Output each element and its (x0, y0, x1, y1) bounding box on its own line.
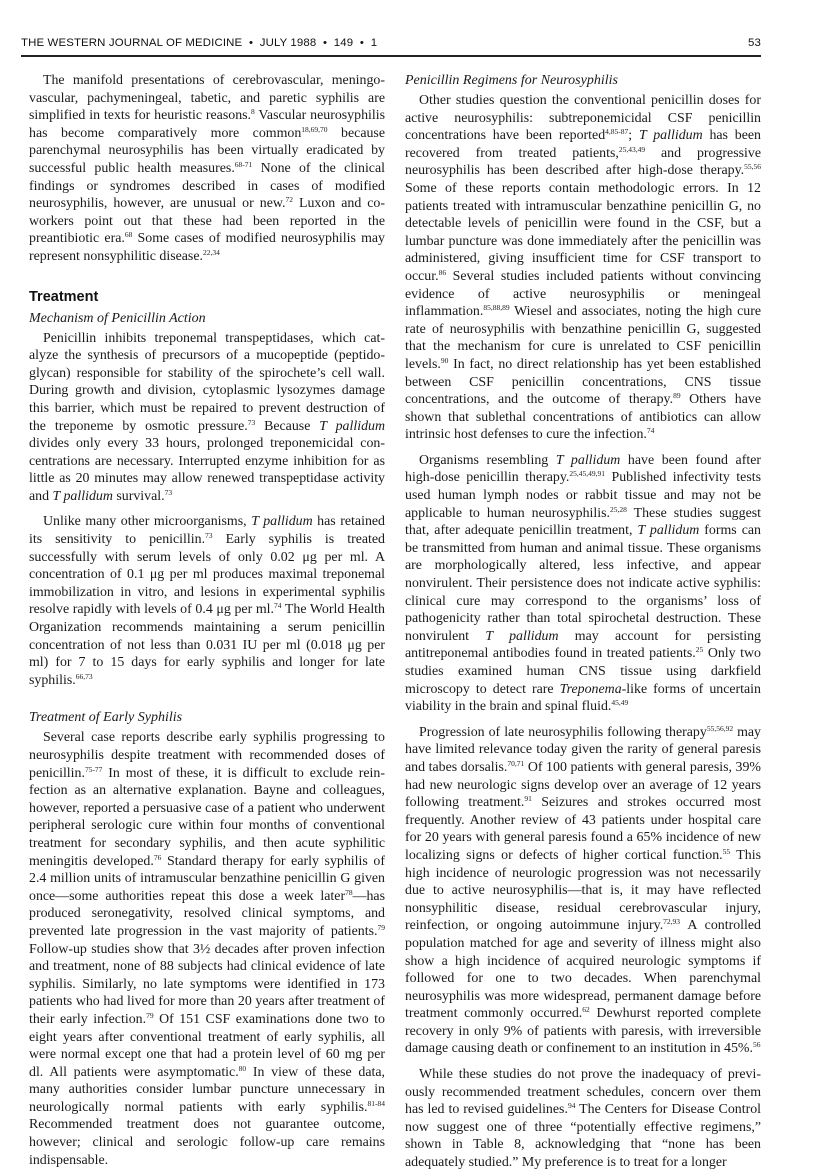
mechanism-paragraph-2: Unlike many other microorganisms, T pallidum has retained its sensitivity to penicillin.$^{73}$ Early syphilis is treated successfully with serum levels of only 0.02 μg per ml. A concentration of 0.1 μg per ml produces maximal treponemal immobilization in vitro, and lesions in experimental syphilis resolve rapidly with levels of 0.4 μg per ml.$^{74}$ The World Health Organization recommends maintaining a serum penicillin concentration of not less than 0.031 IU per ml (0.018 μg per ml) for 7 to 15 days for early syphilis and longer for late syphilis.$^{66,73}$ (29, 514, 385, 688)
regimens-paragraph-1: Other studies question the conventional penicillin doses for active neurosyphilis: subtreponemicidal CSF penicillin concentrations have been reported$^{4,85-87}$; T pallidum has been recovered from treated patients,$^{25,43,49}$ and progressive neurosyphilis has been described after high-dose therapy.$^{55,56}$ Some of these reports contain methodologic errors. In 12 patients treated with intramuscular benzathine penicillin G, no detectable levels of penicillin were found in the CSF, but a lumbar puncture was done immediately after the penicillin was administered, giving insufficient time for CSF transport to occur.$^{86}$ Several studies included patients without convincing evidence of active neurosyphilis or meningeal inflammation.$^{85,88,89}$ Wiesel and associates, noting the high cure rate of neurosyphilis with benzathine penicillin G, suggested that the mechanism for cure is unrelated to CSF penicillin levels.$^{90}$ In fact, no direct relationship has yet been established between CSF penicillin concentrations, CNS tissue concentrations, and the outcome of therapy.$^{89}$ Others have shown that sublethal concentrations of antibiotics can allow intrinsic host defenses to cure the infection.$^{74}$ (405, 93, 761, 443)
intro-paragraph: The manifold presentations of cerebrovascular, meningovascular, pachymeningeal, tabetic, and paretic syphilis are simplified in texts for heuristic reasons.$^8$ Vascular neurosyphilis has become comparatively more common$^{18,69,70}$ because parenchymal neurosyphilis has been virtually eradicated by successful public health measures.$^{68-71}$ None of the clinical findings or syndromes described in cases of modified neurosyphilis, however, are unusual or new.$^{72}$ Luxon and co-workers point out that these had been reported in the preantibiotic era.$^{68}$ Some cases of modified neurosyphilis may represent nonsyphilitic disease.$^{22,34}$ (29, 73, 386, 264)
header-rule (21, 55, 761, 57)
subsection-heading-mechanism: Mechanism of Penicillin Action (29, 310, 206, 326)
running-head (21, 37, 761, 53)
journal-name: THE WESTERN JOURNAL OF MEDICINE (21, 37, 243, 49)
left-column (29, 72, 385, 1169)
section-heading-treatment: Treatment (29, 288, 99, 305)
volume-number: 149 (333, 37, 354, 49)
early-syphilis-paragraph: Several case reports describe early syphilis progressing to neurosyphilis despite treatment with recommended doses of penicillin.$^{75-77}$ In most of these, it is difficult to exclude reinfection as an alternative explanation. Bayne and colleagues, however, reported a persuasive case of a patient who underwent peripheral serologic cure within four months of conventional treatment for secondary syphilis, and then acute syphilitic meningitis developed.$^{76}$ Standard therapy for early syphilis of 2.4 million units of intramuscular benzathine penicillin G given once—some authorities repeat this dose a week later$^{78}$—has produced seronegativity, resolved clinical symptoms, and prevented late progression in the vast majority of patients.$^{79}$ Follow-up studies show that 3½ decades after proven infection and treatment, none of 88 subjects had clinical evidence of late syphilis. Similarly, no late symptoms were identified in 173 patients who had lived for more than 20 years after treatment of their early infection.$^{79}$ Of 151 CSF examinations done two to eight years after conventional treatment of early syphilis, all were normal except one that had a protein level of 60 mg per dl. All patients were asymptomatic.$^{80}$ In view of these data, many authorities consider lumbar puncture unnecessary in neurologically normal patients with early syphilis.$^{81-84}$ Recommended treatment does not guarantee outcome, however; clinical and serologic follow-up care remains indispensable. (29, 730, 385, 1168)
right-column (405, 72, 761, 1172)
issue-date: JULY 1988 (259, 37, 317, 49)
regimens-paragraph-3: Progression of late neurosyphilis following therapy$^{55,56,92}$ may have limited relevance today given the rarity of general paresis and tabes dorsalis.$^{70,71}$ Of 100 patients with general paresis, 39% had new neurologic signs develop over an average of 12 years following treatment.$^{91}$ Seizures and strokes occurred most frequently. Another review of 43 patients under hospital care for 20 years with general paresis found a 65% incidence of new localizing signs or defects of higher cortical function.$^{55}$ This high incidence of neurologic progression was not necessarily due to active neurosyphilis—that is, it may have reflected nonsyphilitic disease, residual cerebrovascular injury, reinfection, or ongoing autoimmune injury.$^{72,93}$ A controlled population matched for age and severity of illness might also show a high incidence of acquired neurologic symptoms if followed for one to two decades. When parenchymal neurosyphilis was more widespread, permanent damage before treatment commonly occurred.$^{62}$ Dewhurst reported complete recovery in only 9% of patients with paresis, with irreversible damage causing death or confinement to an institution in 45%.$^{56}$ (405, 723, 761, 1057)
subsection-heading-early-syphilis: Treatment of Early Syphilis (29, 710, 183, 726)
page-number: 53 (748, 37, 761, 49)
issue-number: 1 (370, 37, 378, 49)
subsection-heading-regimens: Penicillin Regimens for Neurosyphilis (405, 73, 618, 88)
regimens-paragraph-2: Organisms resembling T pallidum have been found after high-dose penicillin therapy.$^{25,45,49,91}$ Published infectivity tests used human lymph nodes or rabbit tissue and may not be applicable to human neurosyphilis.$^{25,28}$ These studies suggest that, after adequate penicillin treatment, T pallidum forms can be transmitted from human and animal tissue. These organisms are morphologically altered, less infective, and appear nonvirulent. Their persistence does not indicate active syphilis: clinical cure may correspond to the organisms’ loss of pathogenicity rather than total spirochetal destruction. These nonvirulent T pallidum may account for persisting antitreponemal antibodies found in treated patients.$^{25}$ Only two studies examined human CNS tissue using darkfield microscopy to detect rare Treponema-like forms of uncertain viability in the brain and spinal fluid.$^{45,49}$ (405, 452, 762, 715)
running-head-citation: THE WESTERN JOURNAL OF MEDICINE • JULY 1988 • 149 • 1 (21, 37, 378, 49)
regimens-paragraph-4: While these studies do not prove the inadequacy of previously recommended treatment schedules, concern over them has led to revised guidelines.$^{94}$ The Centers for Disease Control now suggest one of three “potentially effective regimens,” shown in Table 8, acknowledging that “none has been adequately studied.” My preference is to treat for a longer (405, 1067, 761, 1171)
mechanism-paragraph-1: Penicillin inhibits treponemal transpeptidases, which catalyze the synthesis of precursors of a mucopeptide (peptidoglycan) responsible for stability of the spirochete’s cell wall. During growth and division, cytoplasmic lysozymes damage this barrier, which must be repaired to prevent destruction of the treponeme by osmotic pressure.$^{73}$ Because T pallidum divides only every 33 hours, prolonged treponemicidal concentrations are necessary. Interrupted enzyme inhibition for as little as 20 minutes may allow renewed transpeptidase activity and T pallidum survival.$^{73}$ (29, 330, 385, 504)
